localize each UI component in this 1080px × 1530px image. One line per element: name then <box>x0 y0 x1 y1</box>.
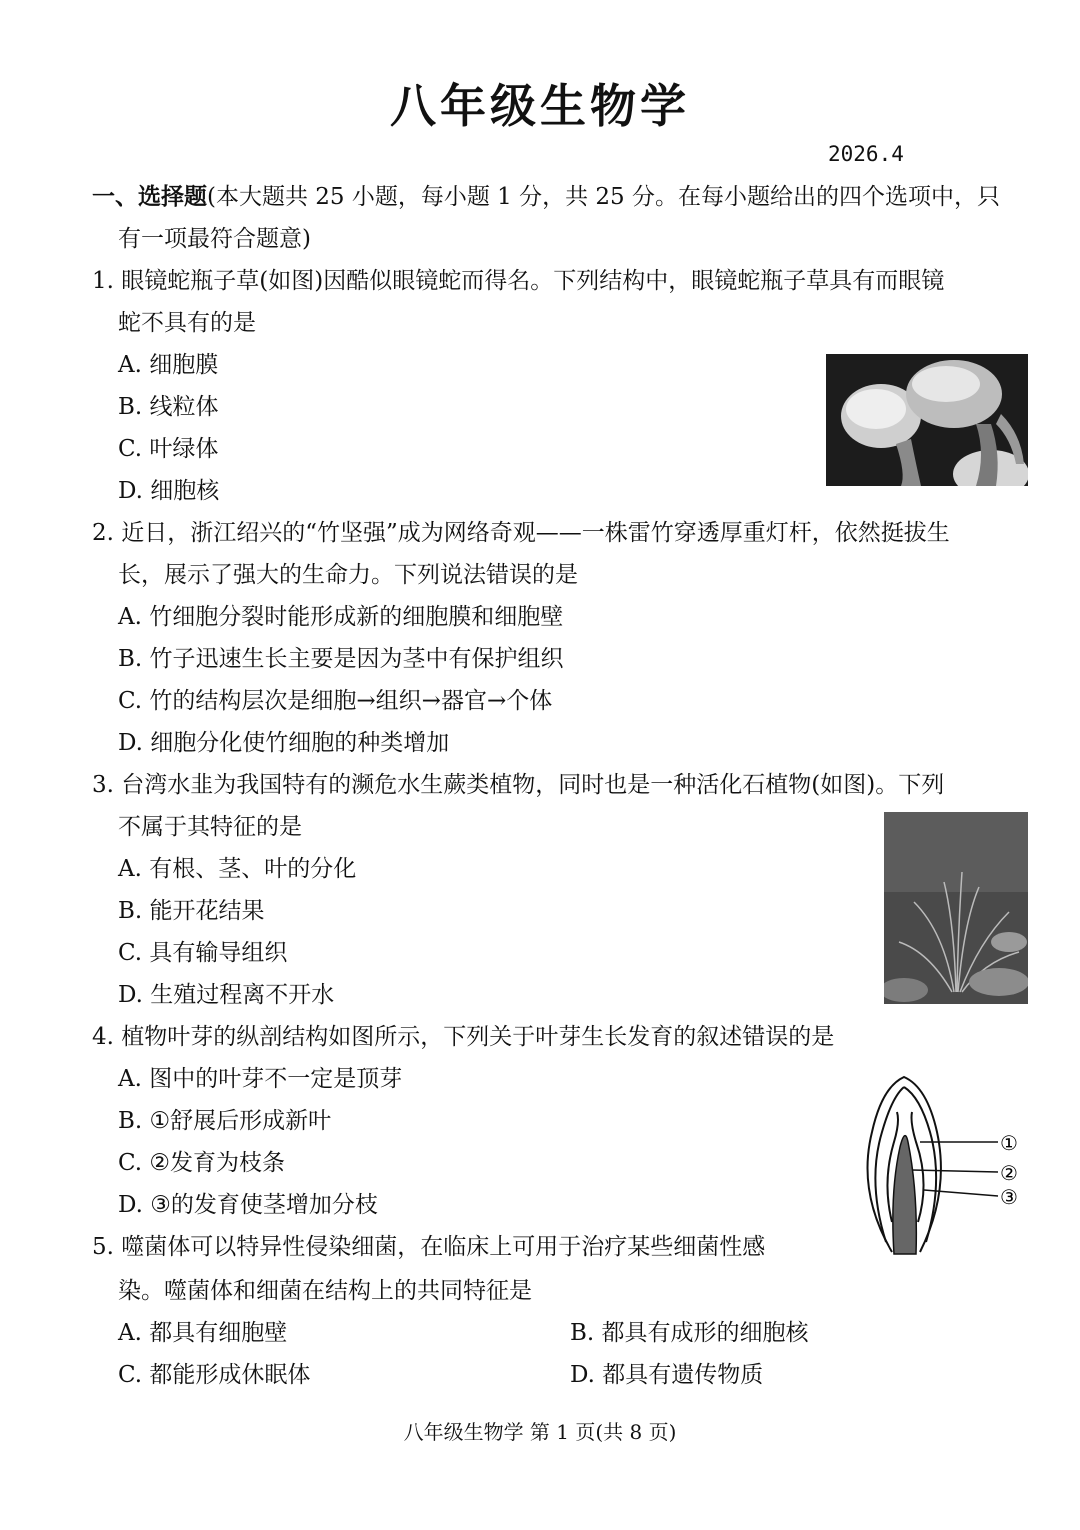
question-2-option-a: A. 竹细胞分裂时能形成新的细胞膜和细胞壁 <box>118 604 564 630</box>
question-4-option-b: B. ①舒展后形成新叶 <box>118 1108 332 1134</box>
question-3-option-c: C. 具有输导组织 <box>118 940 288 966</box>
question-3-option-b: B. 能开花结果 <box>118 898 265 924</box>
question-5-stem-cont: 染。噬菌体和细菌在结构上的共同特征是 <box>118 1278 532 1304</box>
bud-label-1: ① <box>1000 1131 1018 1155</box>
question-3-stem-cont: 不属于其特征的是 <box>118 814 302 840</box>
question-2-option-c: C. 竹的结构层次是细胞→组织→器官→个体 <box>118 688 553 714</box>
bud-label-2: ② <box>1000 1161 1018 1185</box>
page-title: 八年级生物学 <box>390 79 690 133</box>
question-4-option-a: A. 图中的叶芽不一定是顶芽 <box>118 1066 403 1092</box>
question-1-option-a: A. 细胞膜 <box>118 352 219 378</box>
bud-label-3: ③ <box>1000 1185 1018 1209</box>
question-1-option-d: D. 细胞核 <box>118 478 220 504</box>
section-description: (本大题共 25 小题，每小题 1 分，共 25 分。在每小题给出的四个选项中，只 <box>207 184 1001 210</box>
question-4-option-c: C. ②发育为枝条 <box>118 1150 286 1176</box>
section-description-cont: 有一项最符合题意) <box>118 226 311 252</box>
section-heading-line <box>92 182 1000 212</box>
question-5-option-a: A. 都具有细胞壁 <box>118 1320 288 1346</box>
question-1-stem-cont: 蛇不具有的是 <box>118 310 256 336</box>
exam-date: 2026.4 <box>828 142 904 166</box>
quillwort-photo <box>884 812 1028 1004</box>
page-footer: 八年级生物学 第 1 页(共 8 页) <box>403 1420 677 1444</box>
question-5-stem: 5. 噬菌体可以特异性侵染细菌，在临床上可用于治疗某些细菌性感 <box>92 1234 766 1260</box>
question-1-option-c: C. 叶绿体 <box>118 436 219 462</box>
question-2-stem-cont: 长，展示了强大的生命力。下列说法错误的是 <box>118 562 578 588</box>
leaf-bud-diagram <box>852 1072 1032 1262</box>
question-3-option-d: D. 生殖过程离不开水 <box>118 982 335 1008</box>
question-5-option-b: B. 都具有成形的细胞核 <box>570 1320 809 1346</box>
question-2-option-d: D. 细胞分化使竹细胞的种类增加 <box>118 730 450 756</box>
section-heading: 一、选择题 <box>92 183 207 210</box>
question-5-option-c: C. 都能形成休眠体 <box>118 1362 311 1388</box>
question-4-stem: 4. 植物叶芽的纵剖结构如图所示，下列关于叶芽生长发育的叙述错误的是 <box>92 1024 835 1050</box>
question-3-option-a: A. 有根、茎、叶的分化 <box>118 856 357 882</box>
question-1-option-b: B. 线粒体 <box>118 394 219 420</box>
question-5-option-d: D. 都具有遗传物质 <box>570 1362 764 1388</box>
question-2-stem: 2. 近日，浙江绍兴的“竹坚强”成为网络奇观——一株雷竹穿透厚重灯杆，依然挺拔生 <box>92 520 950 546</box>
cobra-lily-photo <box>826 354 1028 486</box>
question-4-option-d: D. ③的发育使茎增加分枝 <box>118 1192 378 1218</box>
question-3-stem: 3. 台湾水韭为我国特有的濒危水生蕨类植物，同时也是一种活化石植物(如图)。下列 <box>92 772 945 798</box>
question-2-option-b: B. 竹子迅速生长主要是因为茎中有保护组织 <box>118 646 564 672</box>
question-1-stem: 1. 眼镜蛇瓶子草(如图)因酷似眼镜蛇而得名。下列结构中，眼镜蛇瓶子草具有而眼镜 <box>92 268 945 294</box>
